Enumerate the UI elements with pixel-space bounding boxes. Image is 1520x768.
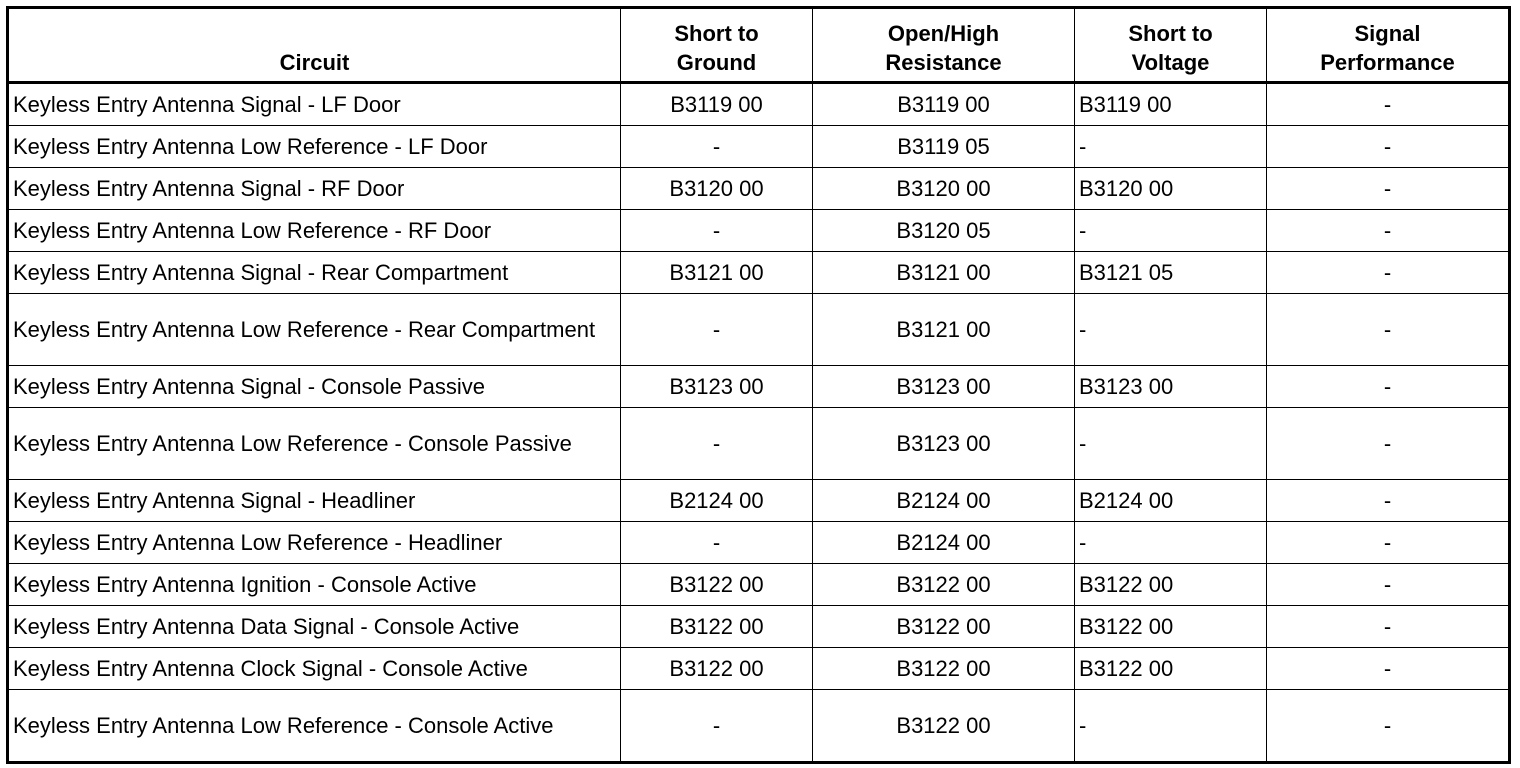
cell-circuit: Keyless Entry Antenna Low Reference - Rear Compartment: [8, 294, 621, 366]
cell-open-high-resistance: B3122 00: [813, 690, 1075, 763]
cell-signal-performance: -: [1267, 83, 1510, 126]
table-row: [8, 648, 1510, 690]
cell-signal-performance: -: [1267, 480, 1510, 522]
cell-circuit: Keyless Entry Antenna Signal - Headliner: [8, 480, 621, 522]
cell-short-to-voltage: -: [1075, 690, 1267, 763]
cell-short-to-voltage: -: [1075, 408, 1267, 480]
cell-open-high-resistance: B3120 05: [813, 210, 1075, 252]
cell-open-high-resistance: B3120 00: [813, 168, 1075, 210]
dtc-circuit-table: [6, 6, 1511, 764]
header-signal-performance-line2: Performance: [1320, 50, 1455, 75]
cell-open-high-resistance: B3119 00: [813, 83, 1075, 126]
cell-short-to-voltage: -: [1075, 126, 1267, 168]
table-row: [8, 564, 1510, 606]
cell-signal-performance: -: [1267, 252, 1510, 294]
cell-signal-performance: -: [1267, 564, 1510, 606]
cell-short-to-voltage: B3120 00: [1075, 168, 1267, 210]
cell-signal-performance: -: [1267, 366, 1510, 408]
cell-circuit: Keyless Entry Antenna Low Reference - LF Door: [8, 126, 621, 168]
header-short-to-voltage-line2: Voltage: [1131, 50, 1210, 75]
cell-circuit: Keyless Entry Antenna Signal - Rear Compartment: [8, 252, 621, 294]
cell-signal-performance: -: [1267, 294, 1510, 366]
cell-circuit: Keyless Entry Antenna Signal - Console Passive: [8, 366, 621, 408]
table-row: [8, 83, 1510, 126]
header-short-to-ground: [621, 8, 813, 83]
header-circuit: Circuit: [8, 8, 621, 83]
table-row: [8, 168, 1510, 210]
cell-signal-performance: -: [1267, 168, 1510, 210]
cell-short-to-ground: B2124 00: [621, 480, 813, 522]
cell-open-high-resistance: B3121 00: [813, 294, 1075, 366]
cell-circuit: Keyless Entry Antenna Signal - RF Door: [8, 168, 621, 210]
cell-open-high-resistance: B2124 00: [813, 522, 1075, 564]
table-row: [8, 294, 1510, 366]
cell-circuit: Keyless Entry Antenna Ignition - Console Active: [8, 564, 621, 606]
cell-open-high-resistance: B3123 00: [813, 366, 1075, 408]
cell-circuit: Keyless Entry Antenna Low Reference - RF Door: [8, 210, 621, 252]
cell-short-to-ground: -: [621, 126, 813, 168]
cell-short-to-voltage: B3122 00: [1075, 648, 1267, 690]
cell-signal-performance: -: [1267, 522, 1510, 564]
cell-signal-performance: -: [1267, 408, 1510, 480]
cell-circuit: Keyless Entry Antenna Low Reference - Console Active: [8, 690, 621, 763]
cell-open-high-resistance: B2124 00: [813, 480, 1075, 522]
cell-signal-performance: -: [1267, 690, 1510, 763]
cell-short-to-ground: B3123 00: [621, 366, 813, 408]
cell-short-to-ground: B3122 00: [621, 564, 813, 606]
cell-short-to-ground: B3122 00: [621, 648, 813, 690]
cell-short-to-ground: B3119 00: [621, 83, 813, 126]
header-row: [8, 8, 1510, 83]
header-open-high-resistance: [813, 8, 1075, 83]
cell-short-to-voltage: -: [1075, 522, 1267, 564]
cell-short-to-ground: -: [621, 522, 813, 564]
header-short-to-voltage: [1075, 8, 1267, 83]
cell-signal-performance: -: [1267, 210, 1510, 252]
cell-short-to-ground: -: [621, 210, 813, 252]
cell-open-high-resistance: B3122 00: [813, 606, 1075, 648]
table-row: [8, 480, 1510, 522]
cell-short-to-ground: B3121 00: [621, 252, 813, 294]
header-open-high-resistance-line1: Open/High: [887, 21, 1000, 46]
cell-open-high-resistance: B3122 00: [813, 564, 1075, 606]
header-open-high-resistance-line2: Resistance: [885, 50, 1002, 75]
cell-circuit: Keyless Entry Antenna Data Signal - Console Active: [8, 606, 621, 648]
table-header: [8, 8, 1510, 83]
cell-short-to-voltage: -: [1075, 210, 1267, 252]
cell-short-to-voltage: B3121 05: [1075, 252, 1267, 294]
header-short-to-voltage-line1: Short to: [1128, 21, 1213, 46]
cell-short-to-voltage: B2124 00: [1075, 480, 1267, 522]
cell-short-to-voltage: B3123 00: [1075, 366, 1267, 408]
cell-circuit: Keyless Entry Antenna Low Reference - Headliner: [8, 522, 621, 564]
cell-short-to-voltage: B3119 00: [1075, 83, 1267, 126]
table-row: [8, 606, 1510, 648]
table-row: [8, 366, 1510, 408]
cell-short-to-voltage: B3122 00: [1075, 606, 1267, 648]
cell-circuit: Keyless Entry Antenna Signal - LF Door: [8, 83, 621, 126]
header-signal-performance: [1267, 8, 1510, 83]
cell-open-high-resistance: B3119 05: [813, 126, 1075, 168]
table-body: [8, 83, 1510, 763]
cell-signal-performance: -: [1267, 606, 1510, 648]
cell-circuit: Keyless Entry Antenna Clock Signal - Console Active: [8, 648, 621, 690]
cell-open-high-resistance: B3122 00: [813, 648, 1075, 690]
cell-signal-performance: -: [1267, 648, 1510, 690]
cell-signal-performance: -: [1267, 126, 1510, 168]
cell-circuit: Keyless Entry Antenna Low Reference - Console Passive: [8, 408, 621, 480]
header-signal-performance-line1: Signal: [1354, 21, 1421, 46]
table-row: [8, 522, 1510, 564]
table-row: [8, 252, 1510, 294]
cell-short-to-ground: B3120 00: [621, 168, 813, 210]
table-row: [8, 126, 1510, 168]
table-row: [8, 210, 1510, 252]
cell-short-to-ground: -: [621, 690, 813, 763]
table-row: [8, 408, 1510, 480]
cell-short-to-voltage: B3122 00: [1075, 564, 1267, 606]
cell-open-high-resistance: B3123 00: [813, 408, 1075, 480]
cell-short-to-ground: B3122 00: [621, 606, 813, 648]
cell-short-to-voltage: -: [1075, 294, 1267, 366]
cell-short-to-ground: -: [621, 294, 813, 366]
cell-short-to-ground: -: [621, 408, 813, 480]
header-short-to-ground-line2: Ground: [676, 50, 757, 75]
cell-open-high-resistance: B3121 00: [813, 252, 1075, 294]
table-row: [8, 690, 1510, 763]
header-short-to-ground-line1: Short to: [674, 21, 759, 46]
